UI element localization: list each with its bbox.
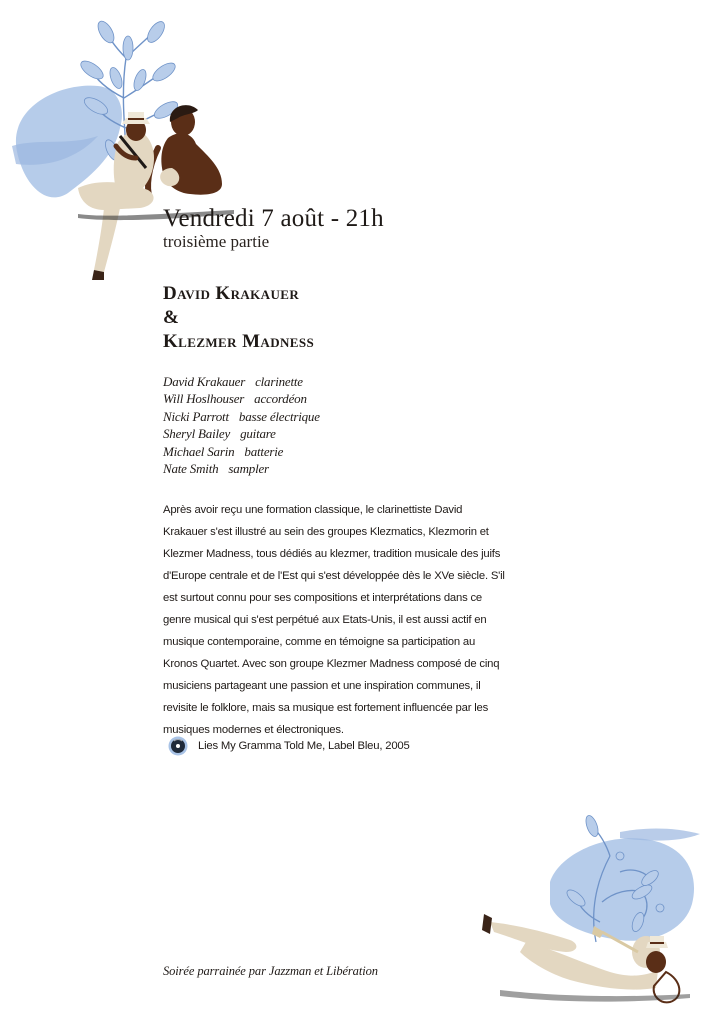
artist-name-line1: David Krakauer	[163, 283, 300, 304]
musician-name: Michael Sarin	[163, 443, 235, 459]
lineup-item	[163, 373, 320, 390]
lineup-list	[163, 373, 320, 477]
lineup-item	[163, 390, 320, 407]
musician-name: Sheryl Bailey	[163, 426, 231, 442]
bottom-illustration	[470, 812, 710, 1017]
lineup-item	[163, 425, 320, 442]
musician-name: Nate Smith	[163, 461, 219, 477]
musician-instrument: batterie	[244, 443, 284, 459]
musician-instrument: guitare	[240, 426, 276, 442]
musician-instrument: accordéon	[254, 391, 307, 407]
seated-woman-figure	[148, 105, 222, 198]
blue-wash-streak	[620, 829, 700, 841]
lineup-item	[163, 408, 320, 425]
cd-icon	[168, 736, 188, 756]
artist-ampersand: &	[163, 307, 180, 328]
discography-entry	[168, 736, 410, 756]
artist-name-line2: Klezmer Madness	[163, 331, 315, 352]
discography-text: Lies My Gramma Told Me, Label Bleu, 2005	[198, 740, 410, 752]
sponsor-footer: Soirée parrainée par Jazzman et Libération	[163, 964, 378, 978]
event-part: troisième partie	[163, 232, 270, 251]
musician-name: Nicki Parrott	[163, 408, 229, 424]
biography	[163, 499, 508, 741]
event-date: Vendredi 7 août - 21h	[163, 205, 384, 232]
musician-instrument: basse électrique	[238, 408, 320, 424]
event-header	[163, 205, 384, 251]
shadow-shape	[500, 990, 690, 1002]
musician-name: Will Hoslhouser	[163, 391, 245, 407]
biography-text: Après avoir reçu une formation classique, le clarinettiste David Krakauer s'est illustré au sein des groupes Klezmatics, Klezmorin et Klezmer Madness, tous dédiés au klezmer, tradition musicale des juifs d'Europe centrale et de l'Est qui s'est développée dès le XVe siècle. S'il est surtout connu pour ses compositions et interprétations dans ce genre musical qui s'est perpétué aux Etats-Unis, il est aussi actif en musique contemporaine, comme en témoigne sa participation au Kronos Quartet. Avec son groupe Klezmer Madness composé de cinq musiciens partageant une passion et une inspiration communes, il revisite le folklore, mais sa musique est fortement influencée par les musiques modernes et électroniques.	[163, 504, 505, 736]
musician-instrument: sampler	[228, 461, 269, 477]
musician-name: David Krakauer	[163, 374, 246, 389]
lineup-item	[163, 460, 320, 477]
musician-instrument: clarinette	[255, 374, 303, 389]
artist-title	[163, 282, 314, 354]
lineup-item	[163, 443, 320, 460]
